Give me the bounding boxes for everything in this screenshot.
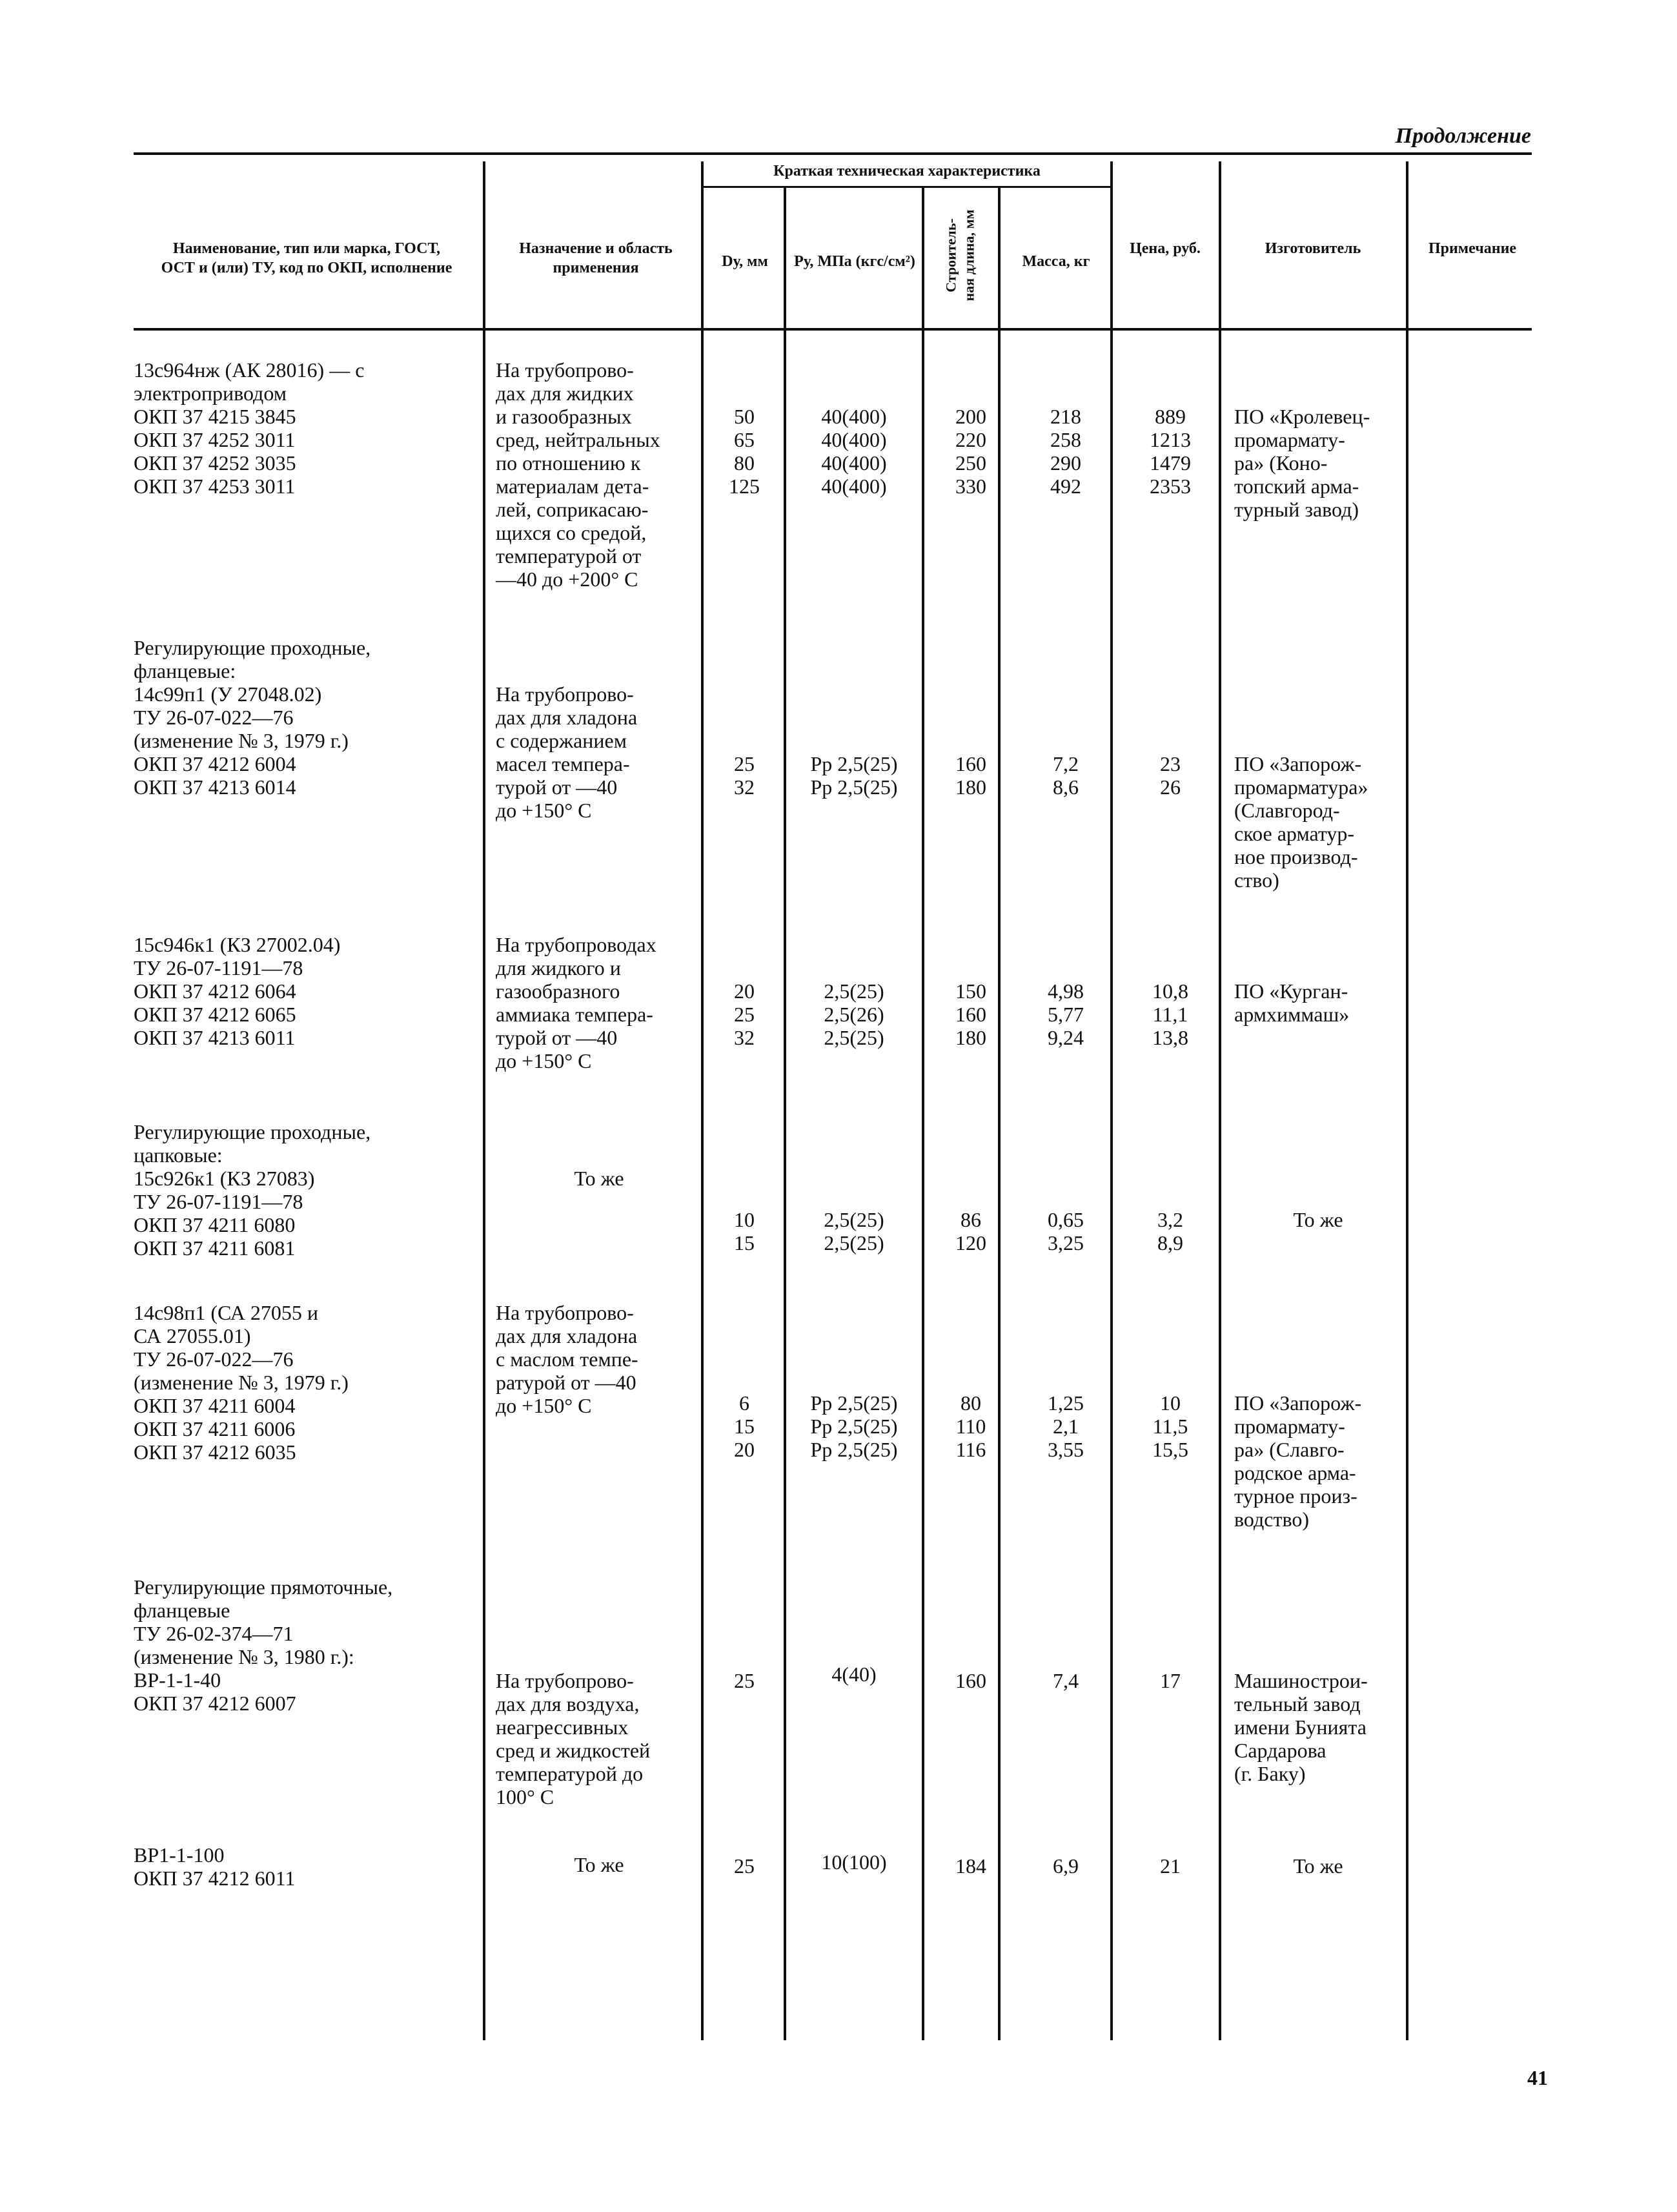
row-mass: 4,98 5,77 9,24 xyxy=(1048,979,1084,1049)
row-length: 160 180 xyxy=(955,752,986,799)
header-purpose: Назначение и область применения xyxy=(519,240,673,276)
row-price: 10 11,5 15,5 xyxy=(1152,1391,1188,1461)
row-purpose: На трубопрово- дах для жидких и газообразных сред, нейтральных по отношению к материалам дета- лей, соприкасаю- щихся со средой, температурой от —40 до +200° С xyxy=(496,358,660,591)
row-purpose: На трубопрово- дах для хладона с содержанием масел темпера- турой от —40 до +150° С xyxy=(496,682,638,822)
row-py: Pр 2,5(25) Pр 2,5(25) xyxy=(810,752,898,799)
row-py: 4(40) xyxy=(831,1663,877,1686)
row-mass: 218 258 290 492 xyxy=(1050,405,1081,498)
row-dy: 6 15 20 xyxy=(734,1391,755,1461)
row-name: Регулирующие проходные, фланцевые: 14с99п1 (У 27048.02) ТУ 26-07-022—76 (изменение № 3, 1979 г.) ОКП 37 4212 6004 ОКП 37 4213 6014 xyxy=(134,636,371,799)
row-manufacturer: ПО «Запорож- промармату- ра» (Славго- родское арма- турное произ- водство) xyxy=(1234,1391,1362,1531)
row-manufacturer: Машинострои- тельный завод имени Бунията Сардарова (г. Баку) xyxy=(1234,1669,1368,1785)
col-divider-1 xyxy=(483,161,485,2040)
row-dy: 25 xyxy=(734,1669,755,1692)
row-length: 184 xyxy=(955,1854,986,1878)
header-name: Наименование, тип или марка, ГОСТ, ОСТ и (или) ТУ, код по ОКП, исполнение xyxy=(161,240,452,276)
header-py: Pу, МПа (кгс/см²) xyxy=(794,253,915,270)
row-dy: 25 32 xyxy=(734,752,755,799)
row-length: 200 220 250 330 xyxy=(955,405,986,498)
row-dy: 20 25 32 xyxy=(734,979,755,1049)
row-purpose: На трубопрово- дах для воздуха, неагрессивных сред и жидкостей температурой до 100° С xyxy=(496,1669,651,1808)
row-price: 10,8 11,1 13,8 xyxy=(1152,979,1188,1049)
row-length: 150 160 180 xyxy=(955,979,986,1049)
row-price: 3,2 8,9 xyxy=(1157,1208,1183,1254)
row-length: 86 120 xyxy=(955,1208,986,1254)
header-note: Примечание xyxy=(1428,240,1517,257)
row-name: 13с964нж (АК 28016) — с электроприводом ОКП 37 4215 3845 ОКП 37 4252 3011 ОКП 37 4252 3035 ОКП 37 4253 3011 xyxy=(134,358,365,498)
row-manufacturer: ПО «Курган- армхиммаш» xyxy=(1234,979,1350,1026)
row-dy: 10 15 xyxy=(734,1208,755,1254)
row-purpose: То же xyxy=(574,1167,624,1190)
row-mass: 7,4 xyxy=(1053,1669,1079,1692)
row-py: 40(400) 40(400) 40(400) 40(400) xyxy=(821,405,887,498)
row-price: 17 xyxy=(1160,1669,1181,1692)
row-py: Pр 2,5(25) Pр 2,5(25) Pр 2,5(25) xyxy=(810,1391,898,1461)
row-mass: 1,25 2,1 3,55 xyxy=(1048,1391,1084,1461)
header-price: Цена, руб. xyxy=(1130,240,1201,257)
row-py: 10(100) xyxy=(821,1850,887,1874)
row-manufacturer: ПО «Запорож- промарматура» (Славгород- ское арматур- ное производ- ство) xyxy=(1234,752,1368,892)
row-price: 889 1213 1479 2353 xyxy=(1150,405,1191,498)
row-purpose: То же xyxy=(574,1853,624,1876)
group-header-rule xyxy=(704,186,1110,188)
row-manufacturer: То же xyxy=(1293,1854,1343,1878)
row-dy: 25 xyxy=(734,1854,755,1878)
row-length: 160 xyxy=(955,1669,986,1692)
page-number: 41 xyxy=(1527,2066,1548,2089)
row-purpose: На трубопрово- дах для хладона с маслом темпе- ратурой от —40 до +150° С xyxy=(496,1301,638,1417)
header-dy: Dу, мм xyxy=(722,253,768,270)
continuation-label: Продолжение xyxy=(1395,124,1531,148)
row-mass: 6,9 xyxy=(1053,1854,1079,1878)
row-name: ВР1-1-100 ОКП 37 4212 6011 xyxy=(134,1843,296,1890)
row-name: Регулирующие прямоточные, фланцевые ТУ 26-02-374—71 (изменение № 3, 1980 г.): ВР-1-1-40 ОКП 37 4212 6007 xyxy=(134,1575,393,1715)
row-purpose: На трубопроводах для жидкого и газообразного аммиака темпера- турой от —40 до +150° С xyxy=(496,933,656,1072)
row-name: 15с946к1 (КЗ 27002.04) ТУ 26-07-1191—78 ОКП 37 4212 6064 ОКП 37 4212 6065 ОКП 37 4213 6011 xyxy=(134,933,341,1049)
row-manufacturer: ПО «Кролевец- промармату- ра» (Коно- топский арма- турный завод) xyxy=(1234,405,1370,521)
row-price: 23 26 xyxy=(1160,752,1181,799)
row-mass: 7,2 8,6 xyxy=(1053,752,1079,799)
row-py: 2,5(25) 2,5(25) xyxy=(824,1208,884,1254)
row-dy: 50 65 80 125 xyxy=(729,405,760,498)
col-divider-4 xyxy=(922,187,924,2040)
row-mass: 0,65 3,25 xyxy=(1048,1208,1084,1254)
row-name: 14с98п1 (СА 27055 и СА 27055.01) ТУ 26-07-022—76 (изменение № 3, 1979 г.) ОКП 37 4211 6004 ОКП 37 4211 6006 ОКП 37 4212 6035 xyxy=(134,1301,349,1464)
row-length: 80 110 116 xyxy=(955,1391,986,1461)
col-divider-8 xyxy=(1406,161,1408,2040)
table-top-rule xyxy=(134,152,1532,155)
row-manufacturer: То же xyxy=(1293,1208,1343,1231)
header-bottom-rule xyxy=(134,328,1532,331)
row-py: 2,5(25) 2,5(26) 2,5(25) xyxy=(824,979,884,1049)
row-price: 21 xyxy=(1160,1854,1181,1878)
header-mass: Масса, кг xyxy=(1022,253,1090,270)
header-length: Строитель- ная длина, мм xyxy=(942,209,977,301)
header-group-title: Краткая техническая характеристика xyxy=(773,163,1041,179)
row-name: Регулирующие проходные, цапковые: 15с926к1 (КЗ 27083) ТУ 26-07-1191—78 ОКП 37 4211 6080 ОКП 37 4211 6081 xyxy=(134,1120,371,1260)
header-manufacturer: Изготовитель xyxy=(1265,240,1361,257)
